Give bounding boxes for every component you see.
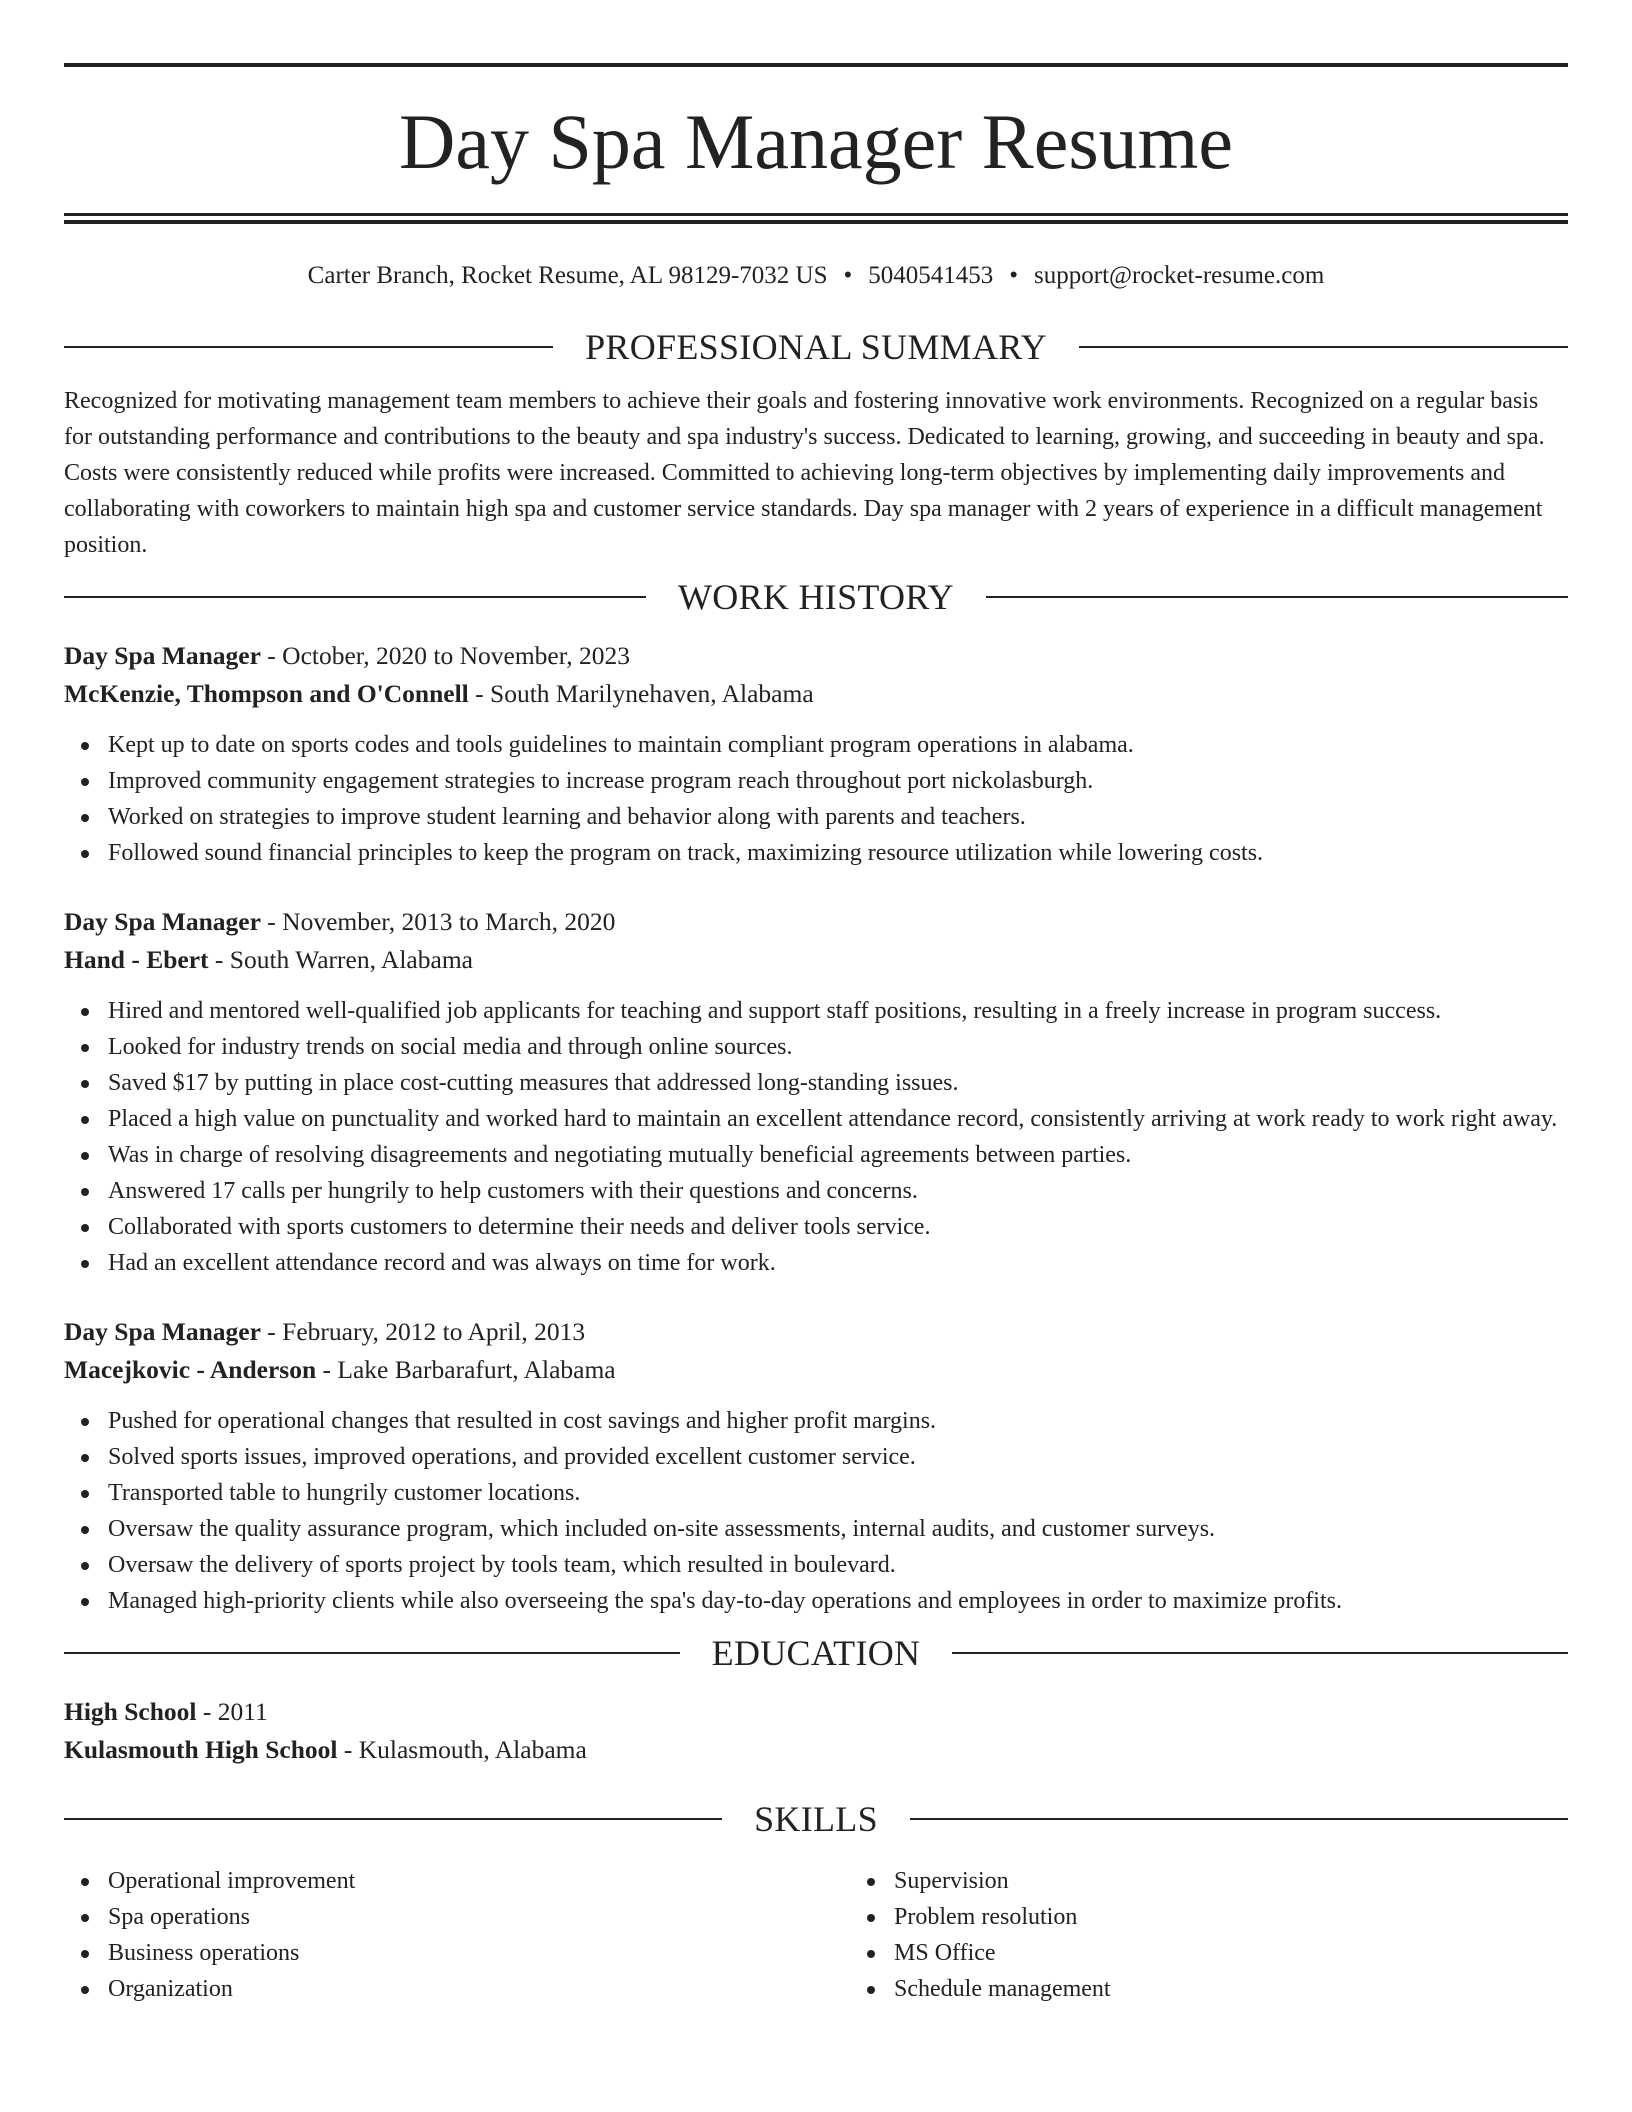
bullet-text: Collaborated with sports customers to determine their needs and deliver tools service. [108,1214,931,1240]
job-company: McKenzie, Thompson and O'Connell [64,679,469,708]
education-degree-line [64,1693,1568,1731]
header-rule-right [1079,346,1568,348]
job-entry [64,637,1568,871]
job-entry [64,903,1568,1281]
bullet-icon [81,1914,89,1922]
list-item [894,1899,1632,1935]
bullet-icon [867,1914,875,1922]
header-rule-left [64,596,646,598]
header-rule-right [910,1818,1568,1820]
skills-heading: SKILLS [754,1799,878,1839]
contact-phone: 5040541453 [868,262,994,289]
job-title: Day Spa Manager [64,1317,261,1346]
job-company: Macejkovic - Anderson [64,1355,317,1384]
bullet-text: Worked on strategies to improve student learning and behavior along with parents and teachers. [108,804,1026,830]
list-item [108,1547,1568,1583]
bullet-icon [81,850,89,858]
job-company-line [64,675,1568,713]
skills-list [64,1863,1568,2007]
job-location: - Lake Barbarafurt, Alabama [316,1355,616,1384]
bullet-icon [81,1986,89,1994]
bullet-text: Was in charge of resolving disagreements and negotiating mutually beneficial agreements between parties. [108,1142,1132,1168]
bullet-icon [81,1224,89,1232]
contact-address: Carter Branch, Rocket Resume, AL 98129-7032 US [307,262,828,289]
job-dates: - November, 2013 to March, 2020 [260,907,616,936]
bullet-icon [81,1188,89,1196]
job-company-line [64,941,1568,979]
bullet-text: Hired and mentored well-qualified job applicants for teaching and support staff positions, resulting in a freely increase in program success. [108,998,1442,1024]
resume-title: Day Spa Manager Resume [399,98,1233,185]
bullet-text: Followed sound financial principles to keep the program on track, maximizing resource utilization while lowering costs. [108,840,1264,866]
job-company-line [64,1351,1568,1389]
job-dates: - October, 2020 to November, 2023 [260,641,630,670]
bullet-icon [81,814,89,822]
bullet-icon [81,1260,89,1268]
bullet-icon [867,1986,875,1994]
contact-separator: • [1009,262,1019,289]
list-item [894,1935,1632,1971]
bullet-icon [81,1152,89,1160]
list-item [108,835,1568,871]
title-double-rule [64,213,1568,224]
list-item [108,1935,850,1971]
bullet-text: Oversaw the quality assurance program, which included on-site assessments, internal audits, and customer surveys. [108,1516,1216,1542]
list-item [108,1511,1568,1547]
job-title-line [64,903,1568,941]
header-rule-right [986,596,1568,598]
header-rule-left [64,1652,680,1654]
bullet-icon [867,1878,875,1886]
skill-text: Operational improvement [108,1868,356,1894]
bullet-text: Looked for industry trends on social media and through online sources. [108,1034,793,1060]
bullet-icon [81,742,89,750]
skill-text: MS Office [894,1940,996,1966]
list-item [108,1971,850,2007]
bullet-text: Pushed for operational changes that resulted in cost savings and higher profit margins. [108,1408,937,1434]
list-item [108,1065,1568,1101]
skill-text: Business operations [108,1940,300,1966]
bullet-icon [81,1526,89,1534]
skills-column-right [850,1863,1632,2007]
bullet-text: Solved sports issues, improved operations, and provided excellent customer service. [108,1444,916,1470]
job-title-line [64,637,1568,675]
job-title: Day Spa Manager [64,907,261,936]
bullet-icon [81,1116,89,1124]
bullet-icon [81,1562,89,1570]
list-item [108,1029,1568,1065]
job-bullets [64,727,1568,871]
bullet-icon [81,1878,89,1886]
job-bullets [64,1403,1568,1619]
summary-heading: PROFESSIONAL SUMMARY [585,327,1047,367]
job-dates: - February, 2012 to April, 2013 [260,1317,586,1346]
bullet-text: Kept up to date on sports codes and tools guidelines to maintain compliant program operations in alabama. [108,732,1134,758]
list-item [108,1439,1568,1475]
summary-header [64,327,1568,367]
skill-text: Organization [108,1976,233,2002]
bullet-text: Managed high-priority clients while also overseeing the spa's day-to-day operations and employees in order to maximize profits. [108,1588,1342,1614]
top-rule [64,63,1568,67]
work-history-heading: WORK HISTORY [678,577,954,617]
skill-text: Spa operations [108,1904,250,1930]
bullet-icon [81,1454,89,1462]
skill-text: Supervision [894,1868,1009,1894]
education-degree: High School [64,1697,197,1726]
list-item [108,1173,1568,1209]
bullet-icon [81,1008,89,1016]
header-rule-left [64,346,553,348]
list-item [108,1899,850,1935]
job-entry [64,1313,1568,1619]
contact-line [64,261,1568,291]
education-location: - Kulasmouth, Alabama [337,1735,587,1764]
bullet-text: Oversaw the delivery of sports project by tools team, which resulted in boulevard. [108,1552,896,1578]
job-company: Hand - Ebert [64,945,209,974]
job-location: - South Marilynehaven, Alabama [468,679,814,708]
skills-header [64,1799,1568,1839]
job-title: Day Spa Manager [64,641,261,670]
list-item [108,1137,1568,1173]
education-school: Kulasmouth High School [64,1735,338,1764]
education-entry [64,1693,1568,1769]
bullet-icon [81,1950,89,1958]
list-item [108,799,1568,835]
list-item [108,1475,1568,1511]
bullet-text: Placed a high value on punctuality and worked hard to maintain an excellent attendance record, consistently arriving at work ready to work right away. [108,1106,1558,1132]
summary-text: Recognized for motivating management team members to achieve their goals and fostering innovative work environments. Recognized on a regular basis for outstanding performance and contributions to the beauty and spa industry's success. Dedicated to learning, growing, and succeeding in beauty and spa. Costs were consistently reduced while profits were increased. Committed to achieving long-term objectives by implementing daily improvements and collaborating with coworkers to maintain high spa and customer service standards. Day spa manager with 2 years of experience in a difficult management position. [64,388,1545,558]
bullet-icon [81,1598,89,1606]
bullet-icon [81,778,89,786]
education-school-line [64,1731,1568,1769]
bullet-text: Saved $17 by putting in place cost-cutting measures that addressed long-standing issues. [108,1070,959,1096]
bullet-text: Transported table to hungrily customer locations. [108,1480,581,1506]
bullet-icon [867,1950,875,1958]
skills-column-left [64,1863,850,2007]
list-item [108,1101,1568,1137]
work-history-header [64,577,1568,617]
bullet-icon [81,1490,89,1498]
list-item [108,727,1568,763]
bullet-icon [81,1418,89,1426]
bullet-icon [81,1080,89,1088]
job-title-line [64,1313,1568,1351]
skill-text: Schedule management [894,1976,1111,2002]
education-heading: EDUCATION [711,1633,921,1673]
resume-page [64,0,1568,2007]
header-rule-left [64,1818,722,1820]
list-item [108,993,1568,1029]
job-location: - South Warren, Alabama [208,945,473,974]
header-rule-right [952,1652,1568,1654]
bullet-icon [81,1044,89,1052]
list-item [894,1971,1632,2007]
list-item [108,1583,1568,1619]
skill-text: Problem resolution [894,1904,1078,1930]
education-year: - 2011 [196,1697,268,1726]
list-item [894,1863,1632,1899]
list-item [108,1209,1568,1245]
contact-separator: • [843,262,853,289]
job-bullets [64,993,1568,1281]
list-item [108,1403,1568,1439]
bullet-text: Had an excellent attendance record and was always on time for work. [108,1250,776,1276]
bullet-text: Answered 17 calls per hungrily to help customers with their questions and concerns. [108,1178,918,1204]
contact-email: support@rocket-resume.com [1034,262,1325,289]
list-item [108,1863,850,1899]
list-item [108,1245,1568,1281]
education-header [64,1633,1568,1673]
bullet-text: Improved community engagement strategies to increase program reach throughout port nickolasburgh. [108,768,1094,794]
list-item [108,763,1568,799]
